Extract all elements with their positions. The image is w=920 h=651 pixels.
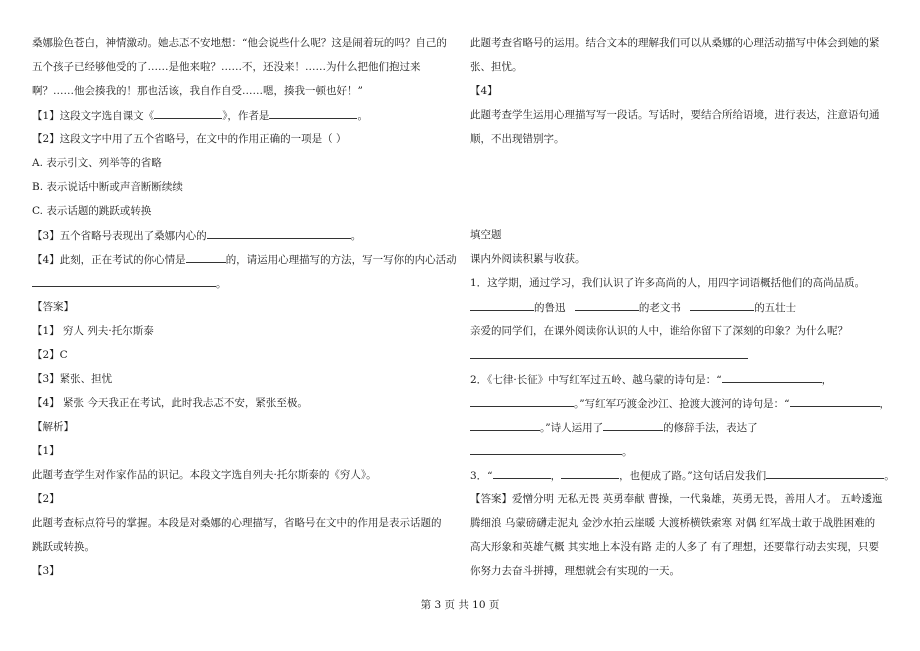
- item-2-line-4: [470, 444, 633, 459]
- blank-1c[interactable]: [690, 300, 754, 311]
- blank-2a[interactable]: [722, 372, 822, 383]
- analysis-title: 【解析】: [32, 421, 74, 433]
- blank-3c[interactable]: [766, 468, 884, 479]
- item-3-text-d: 。: [884, 470, 895, 482]
- answer-title: 【答案】: [32, 301, 74, 313]
- answer-4: 【4】 紧张 今天我正在考试，此时我忐忑不安，紧张至极。: [32, 397, 308, 409]
- item-1-blank-a-label: 的鲁迅: [534, 302, 566, 314]
- analysis-4-line-1: 此题考查学生运用心理描写写一段话。写话时，要结合所给语境，进行表达，注意语句通: [470, 109, 880, 121]
- question-1: [32, 108, 368, 123]
- blank-q3[interactable]: [207, 228, 351, 239]
- passage-line-1: 桑娜脸色苍白，神情激动。她忐忑不安地想：“他会说些什么呢？这是闹着玩的吗？自己的: [32, 37, 447, 49]
- item-2-text-a2: ，: [821, 374, 833, 386]
- item-2-text-a: 2．《七律·长征》中写红军过五岭、越乌蒙的诗句是：“: [470, 374, 722, 386]
- question-2: 【2】这段文字中用了五个省略号，在文中的作用正确的一项是（ ）: [32, 133, 347, 145]
- blank-3a[interactable]: [493, 468, 551, 479]
- blank-q4-mood[interactable]: [186, 252, 226, 263]
- blank-2c[interactable]: [790, 396, 880, 407]
- item-1-blank-b-label: 的老文书: [638, 302, 681, 314]
- option-b: B. 表示说话中断或声音断断续续: [32, 181, 183, 193]
- blank-1a[interactable]: [470, 300, 534, 311]
- blank-q1-author[interactable]: [269, 108, 357, 119]
- item-1-question: 亲爱的同学们，在课外阅读你认识的人中，谁给你留下了深刻的印象？为什么呢？: [470, 325, 848, 337]
- answer-3: 【3】紧张、担忧: [32, 373, 113, 385]
- item-1: 1．这学期，通过学习，我们认识了许多高尚的人，用四字词语概括他们的高尚品质。: [470, 277, 866, 289]
- answer-line-4: 你努力去奋斗拼搏，理想就会有实现的一天。: [470, 565, 680, 577]
- answer-2: 【2】C: [32, 349, 68, 361]
- answer-line-3: 高大形象和英雄气概 其实地上本没有路 走的人多了 有了理想，还要靠行动去实现，只要: [470, 541, 880, 553]
- analysis-2-line-1: 此题考查标点符号的掌握。本段是对桑娜的心理描写，省略号在文中的作用是表示话题的: [32, 517, 442, 529]
- answer-line-1: 【答案】爱憎分明 无私无畏 英勇奉献 曹操，一代枭雄，英勇无畏，善用人才。 五岭逶迤: [470, 493, 883, 505]
- answer-line-2: 腾细浪 乌蒙磅礴走泥丸 金沙水拍云崖暖 大渡桥横铁索寒 对偶 红军战士敢于战胜困难的: [470, 517, 876, 529]
- item-3-text-a: 3．“: [470, 470, 493, 482]
- option-a: A. 表示引文、列举等的省略: [32, 157, 162, 169]
- blank-2e[interactable]: [603, 420, 663, 431]
- passage-line-3: 啊？……他会揍我的！那也活该，我自作自受……嗯，揍我一顿也好！”: [32, 85, 363, 97]
- item-2-text-c: 。”诗人运用了: [540, 422, 604, 434]
- question-4-line-2: [32, 276, 227, 291]
- blank-2f[interactable]: [470, 444, 622, 455]
- passage-line-2: 五个孩子已经够他受的了……是他来啦？……不，还没来！……为什么把他们抱过来: [32, 61, 421, 73]
- question-4-text-b: 的，请运用心理描写的方法，写一写你的内心活动: [225, 254, 457, 266]
- analysis-3-line-1: 此题考查省略号的运用。结合文本的理解我们可以从桑娜的心理活动描写中体会到她的紧: [470, 37, 880, 49]
- blank-2b[interactable]: [470, 396, 574, 407]
- analysis-4-marker: 【4】: [470, 85, 498, 97]
- analysis-4-line-2: 顺，不出现错别字。: [470, 133, 565, 145]
- analysis-3-marker: 【3】: [32, 565, 60, 577]
- question-1-text-mid: 》，作者是: [222, 110, 270, 122]
- blank-1b[interactable]: [575, 300, 639, 311]
- item-3-text-b: ，: [550, 470, 562, 482]
- item-2-line-3: [470, 420, 758, 435]
- question-4-text-a: 【4】此刻，正在考试的你心情是: [32, 254, 186, 266]
- item-2-text-d: 。: [622, 446, 633, 458]
- page-footer: 第 3 页 共 10 页: [420, 599, 500, 611]
- item-2-text-b2: ，: [879, 398, 890, 410]
- analysis-1: 此题考查学生对作家作品的识记。本段文字选自列夫·托尔斯泰的《穷人》。: [32, 469, 377, 481]
- item-2-text-c2: 的修辞手法，表达了: [663, 422, 758, 434]
- item-3-text-c: ，也便成了路。”这句话启发我们: [619, 470, 767, 482]
- answer-1: 【1】 穷人 列夫·托尔斯泰: [32, 325, 154, 337]
- blank-1-answer[interactable]: [470, 348, 748, 359]
- option-c: C. 表示话题的跳跃或转换: [32, 205, 152, 217]
- analysis-3-line-2: 张、担忧。: [470, 61, 523, 73]
- analysis-2-line-2: 跳跃或转换。: [32, 541, 95, 553]
- question-4-end: 。: [216, 278, 227, 290]
- item-2-line-1: [470, 372, 832, 387]
- section-intro: 课内外阅读积累与收获。: [470, 253, 586, 265]
- question-4: [32, 252, 457, 267]
- blank-q4-writing[interactable]: [32, 276, 216, 287]
- analysis-1-marker: 【1】: [32, 445, 60, 457]
- item-1-blanks: [470, 300, 796, 315]
- question-1-text-end: 。: [357, 110, 368, 122]
- question-3-text: 【3】五个省略号表现出了桑娜内心的: [32, 230, 207, 242]
- blank-q1-title[interactable]: [154, 108, 222, 119]
- analysis-2-marker: 【2】: [32, 493, 60, 505]
- item-3: [470, 468, 895, 483]
- item-1-answer-line: [470, 348, 748, 363]
- item-2-text-b: 。”写红军巧渡金沙江、抢渡大渡河的诗句是：“: [574, 398, 790, 410]
- blank-2d[interactable]: [470, 420, 540, 431]
- question-3: [32, 228, 361, 243]
- question-3-end: 。: [350, 230, 362, 242]
- question-1-text: 【1】这段文字选自课文《: [32, 110, 155, 122]
- section-title: 填空题: [470, 229, 502, 241]
- blank-3b[interactable]: [561, 468, 619, 479]
- item-2-line-2: [470, 396, 890, 411]
- item-1-blank-c-label: 的五壮士: [754, 302, 797, 314]
